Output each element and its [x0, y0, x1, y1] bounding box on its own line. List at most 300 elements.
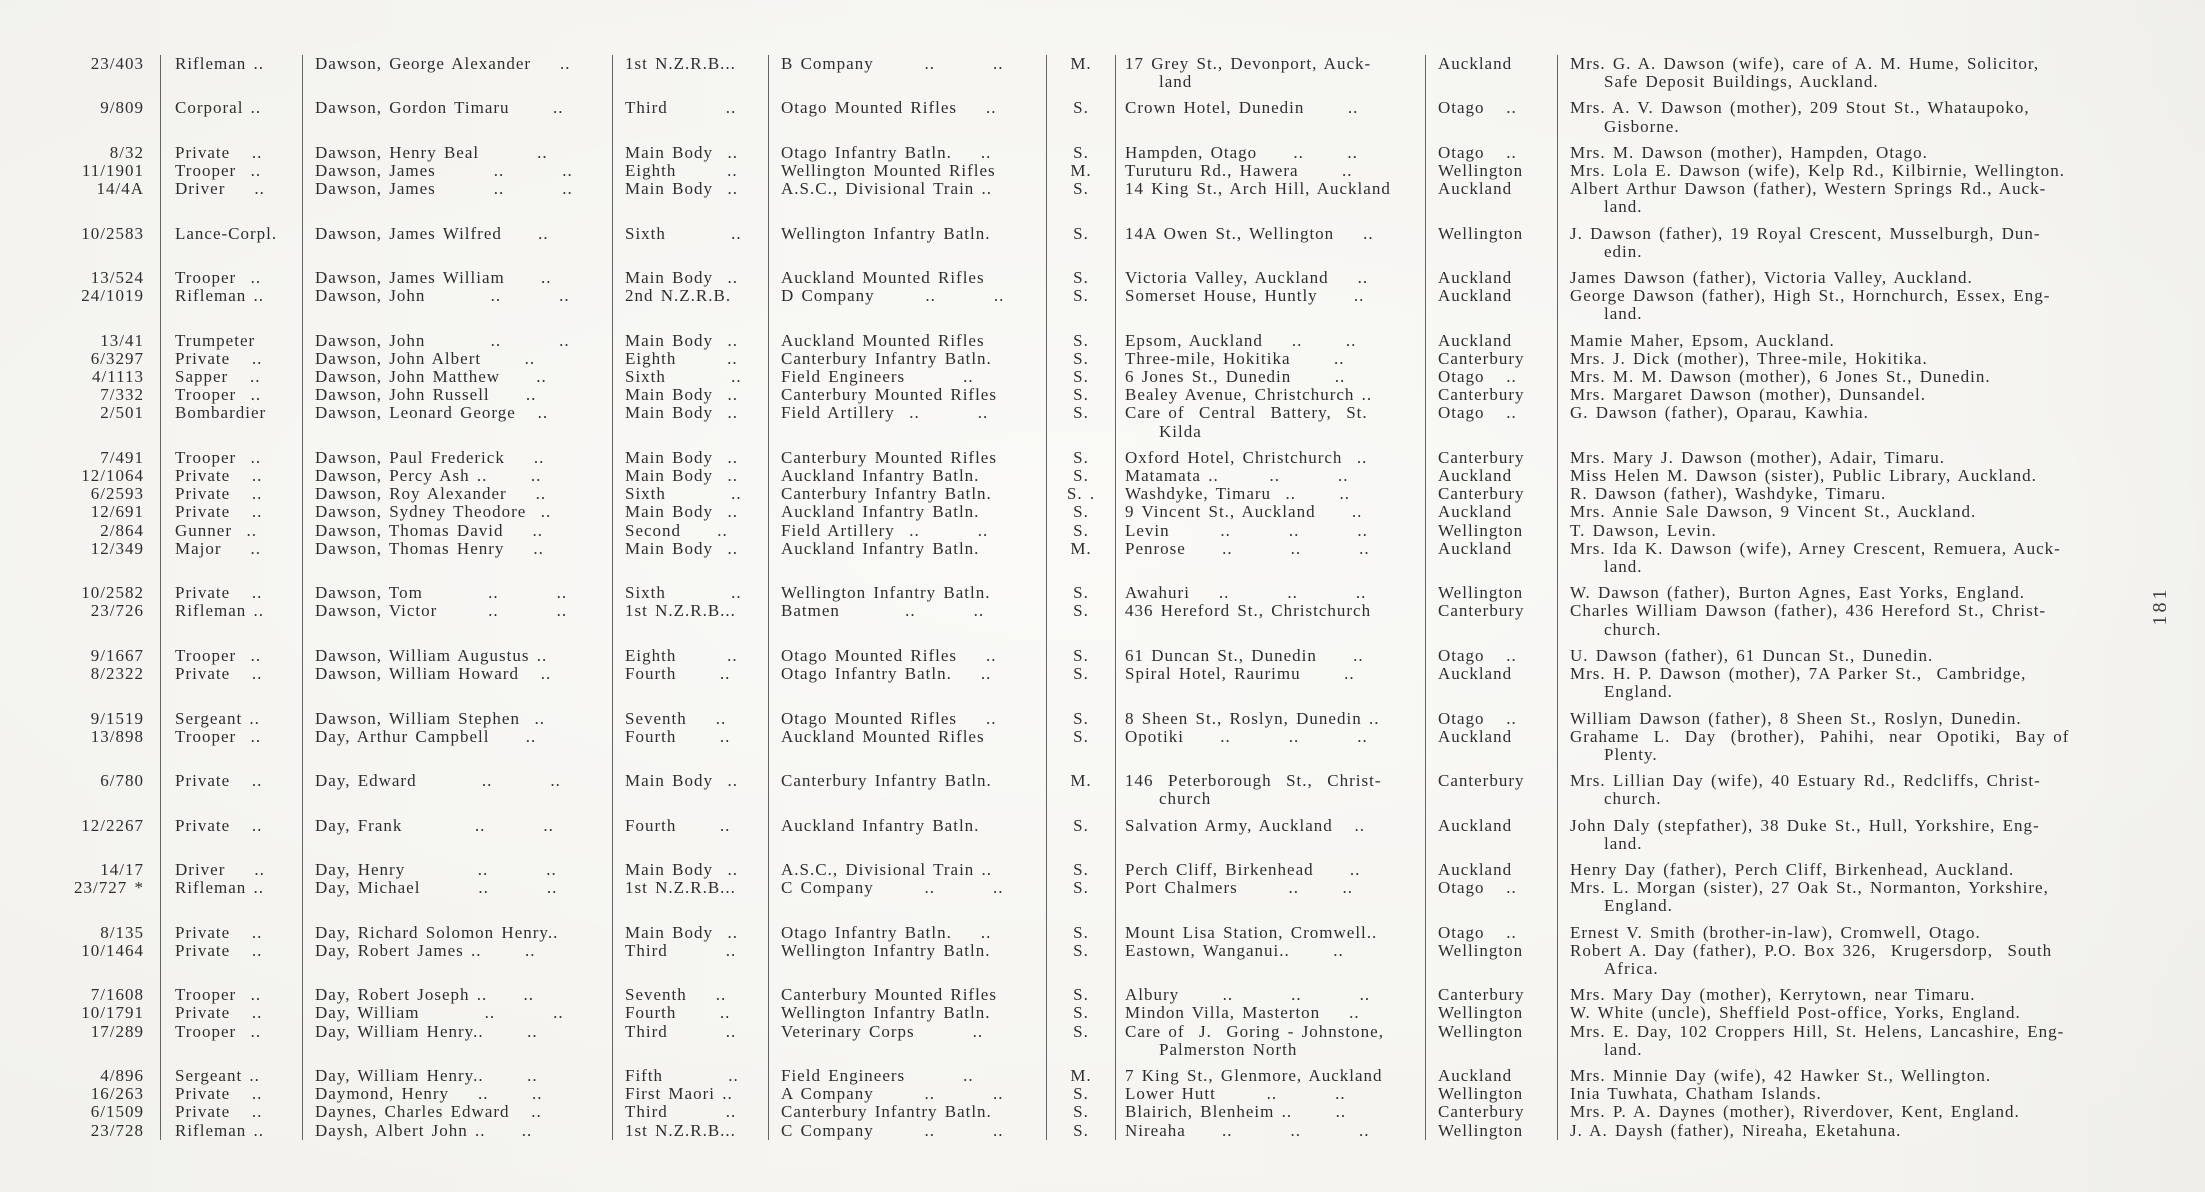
cell-body-row35: [612, 1059, 768, 1085]
cell-nok-row35: [1557, 1059, 2140, 1085]
cell-address-row1: [1115, 55, 1425, 91]
cell-name-row2: [302, 91, 612, 135]
cell-address-row19: [1115, 540, 1425, 576]
cell-nok-row24: [1557, 702, 2140, 728]
cell-address-row6: [1115, 217, 1425, 261]
rank-line: Private ..: [175, 502, 263, 522]
number-line: 8/135: [100, 922, 144, 942]
rank-line: Trumpeter: [175, 330, 256, 350]
cell-address-row8: [1115, 287, 1425, 323]
cell-rank-row12: [160, 386, 302, 404]
district-line: Canterbury: [1438, 484, 1525, 504]
body-line: 1st N.Z.R.B...: [625, 54, 736, 73]
cell-unit-row13: [768, 404, 1046, 440]
cell-body-row34: [612, 1023, 768, 1059]
cell-rank-row9: [160, 324, 302, 350]
cell-address-row28: [1115, 853, 1425, 879]
cell-number-row36: [40, 1085, 160, 1103]
address-line: Penrose .. .. ..: [1125, 538, 1370, 558]
cell-unit-row9: [768, 324, 1046, 350]
nok-line: George Dawson (father), High St., Hornchurch, Essex, Eng-: [1570, 286, 2051, 306]
rank-line: Trooper ..: [175, 985, 262, 1005]
unit-line: Otago Infantry Batln. ..: [781, 922, 992, 942]
nok-line: Robert A. Day (father), P.O. Box 326, Krugersdorp, South: [1570, 940, 2053, 960]
rank-line: Corporal ..: [175, 98, 262, 118]
cell-address-row15: [1115, 467, 1425, 485]
nok-line: Mrs. Minnie Day (wife), 42 Hawker St., Wellington.: [1570, 1065, 1992, 1085]
number-line: 23/726: [90, 601, 144, 621]
cell-status-row24: [1046, 702, 1115, 728]
cell-unit-row10: [768, 350, 1046, 368]
cell-number-row34: [40, 1023, 160, 1059]
cell-number-row29: [40, 879, 160, 915]
rank-line: Sergeant ..: [175, 1065, 260, 1085]
cell-status-row12: [1046, 386, 1115, 404]
cell-name-row4: [302, 162, 612, 180]
cell-name-row5: [302, 180, 612, 216]
number-line: 12/349: [90, 538, 144, 558]
cell-unit-row22: [768, 639, 1046, 665]
district-line: Canterbury: [1438, 348, 1525, 368]
cell-district-row25: [1425, 728, 1557, 764]
cell-unit-row11: [768, 368, 1046, 386]
cell-status-row15: [1046, 467, 1115, 485]
nok-line: W. Dawson (father), Burton Agnes, East Yorks, England.: [1570, 583, 2026, 603]
nok-line: Grahame L. Day (brother), Pahihi, near Opotiki, Bay of: [1570, 726, 2070, 746]
unit-line: A.S.C., Divisional Train ..: [781, 859, 993, 879]
cell-rank-row24: [160, 702, 302, 728]
cell-name-row29: [302, 879, 612, 915]
cell-status-row36: [1046, 1085, 1115, 1103]
district-line: Wellington: [1438, 1021, 1524, 1041]
name-line: Day, Henry .. ..: [315, 859, 557, 879]
address-line: Care of Central Battery, St.: [1125, 403, 1368, 423]
district-line: Auckland: [1438, 859, 1513, 879]
district-line: Auckland: [1438, 664, 1513, 684]
cell-address-row11: [1115, 368, 1425, 386]
cell-unit-row25: [768, 728, 1046, 764]
cell-district-row22: [1425, 639, 1557, 665]
rank-line: Private ..: [175, 922, 263, 942]
cell-unit-row19: [768, 540, 1046, 576]
cell-nok-row26: [1557, 764, 2140, 808]
address-line: 8 Sheen St., Roslyn, Dunedin ..: [1125, 708, 1380, 728]
nok-line: Mrs. A. V. Dawson (mother), 209 Stout St., Whataupoko,: [1570, 98, 2030, 118]
status-line: S.: [1073, 268, 1089, 288]
unit-line: Field Artillery .. ..: [781, 520, 989, 540]
nok-line: Gisborne.: [1604, 116, 1680, 136]
cell-district-row26: [1425, 764, 1557, 808]
cell-district-row4: [1425, 162, 1557, 180]
body-line: Fourth ..: [625, 726, 731, 746]
cell-name-row17: [302, 503, 612, 521]
body-line: Main Body ..: [625, 538, 738, 558]
address-line: 6 Jones St., Dunedin ..: [1125, 367, 1346, 387]
district-line: Canterbury: [1438, 385, 1525, 405]
cell-number-row27: [40, 809, 160, 853]
cell-status-row25: [1046, 728, 1115, 764]
cell-status-row1: [1046, 55, 1115, 91]
cell-status-row13: [1046, 404, 1115, 440]
status-line: S.: [1073, 98, 1089, 118]
nok-line: land.: [1604, 304, 1643, 324]
cell-address-row2: [1115, 91, 1425, 135]
cell-address-row24: [1115, 702, 1425, 728]
unit-line: Auckland Mounted Rifles: [781, 268, 985, 288]
address-line: Nireaha .. .. ..: [1125, 1120, 1370, 1140]
unit-line: Wellington Infantry Batln.: [781, 223, 991, 243]
cell-unit-row36: [768, 1085, 1046, 1103]
cell-rank-row29: [160, 879, 302, 915]
body-line: Sixth ..: [625, 367, 742, 387]
unit-line: Auckland Infantry Batln.: [781, 538, 980, 558]
cell-name-row24: [302, 702, 612, 728]
body-line: First Maori ..: [625, 1084, 733, 1104]
number-line: 2/501: [100, 403, 144, 423]
status-line: S.: [1073, 348, 1089, 368]
address-line: 436 Hereford St., Christchurch: [1125, 601, 1372, 621]
cell-body-row38: [612, 1122, 768, 1140]
cell-rank-row10: [160, 350, 302, 368]
cell-unit-row17: [768, 503, 1046, 521]
number-line: 23/728: [90, 1120, 144, 1140]
unit-line: Auckland Infantry Batln.: [781, 466, 980, 486]
rank-line: Private ..: [175, 466, 263, 486]
cell-nok-row5: [1557, 180, 2140, 216]
status-line: S.: [1073, 142, 1089, 162]
name-line: Dawson, Thomas David ..: [315, 520, 543, 540]
status-line: S.: [1073, 520, 1089, 540]
cell-number-row14: [40, 441, 160, 467]
rank-line: Trooper ..: [175, 385, 262, 405]
cell-district-row13: [1425, 404, 1557, 440]
cell-rank-row26: [160, 764, 302, 808]
district-line: Wellington: [1438, 520, 1524, 540]
status-line: S.: [1073, 1021, 1089, 1041]
cell-address-row25: [1115, 728, 1425, 764]
cell-unit-row12: [768, 386, 1046, 404]
cell-nok-row4: [1557, 162, 2140, 180]
cell-status-row6: [1046, 217, 1115, 261]
cell-number-row30: [40, 916, 160, 942]
cell-rank-row35: [160, 1059, 302, 1085]
cell-rank-row16: [160, 485, 302, 503]
nok-line: Mrs. L. Morgan (sister), 27 Oak St., Normanton, Yorkshire,: [1570, 878, 2049, 898]
cell-name-row7: [302, 261, 612, 287]
cell-status-row26: [1046, 764, 1115, 808]
rank-line: Trooper ..: [175, 1021, 262, 1041]
name-line: Dawson, Victor .. ..: [315, 601, 568, 621]
rank-line: Private ..: [175, 583, 263, 603]
name-line: Day, Michael .. ..: [315, 878, 558, 898]
district-line: Otago ..: [1438, 878, 1517, 898]
name-line: Dawson, William Howard ..: [315, 664, 552, 684]
cell-district-row9: [1425, 324, 1557, 350]
cell-nok-row11: [1557, 368, 2140, 386]
cell-body-row15: [612, 467, 768, 485]
cell-unit-row28: [768, 853, 1046, 879]
number-line: 23/403: [90, 54, 144, 73]
rank-line: Trooper ..: [175, 268, 262, 288]
cell-unit-row38: [768, 1122, 1046, 1140]
cell-name-row9: [302, 324, 612, 350]
name-line: Dawson, Gordon Timaru ..: [315, 98, 564, 118]
cell-nok-row12: [1557, 386, 2140, 404]
name-line: Day, Frank .. ..: [315, 815, 554, 835]
cell-name-row22: [302, 639, 612, 665]
cell-name-row11: [302, 368, 612, 386]
district-line: Otago ..: [1438, 367, 1517, 387]
cell-number-row1: [40, 55, 160, 91]
page-number: 181: [2148, 586, 2171, 626]
status-line: S.: [1073, 664, 1089, 684]
cell-status-row3: [1046, 136, 1115, 162]
district-line: Wellington: [1438, 223, 1524, 243]
nok-line: U. Dawson (father), 61 Duncan St., Dunedin.: [1570, 645, 1934, 665]
district-line: Otago ..: [1438, 645, 1517, 665]
district-line: Canterbury: [1438, 601, 1525, 621]
status-line: M.: [1070, 538, 1092, 558]
cell-rank-row21: [160, 602, 302, 638]
unit-line: B Company .. ..: [781, 54, 1004, 73]
nok-line: Mrs. P. A. Daynes (mother), Riverdover, Kent, England.: [1570, 1102, 2020, 1122]
nok-line: Mrs. Mary Day (mother), Kerrytown, near Timaru.: [1570, 985, 1976, 1005]
cell-number-row16: [40, 485, 160, 503]
unit-line: Auckland Infantry Batln.: [781, 815, 980, 835]
body-line: 1st N.Z.R.B...: [625, 878, 736, 898]
unit-line: Otago Mounted Rifles ..: [781, 645, 997, 665]
district-line: Auckland: [1438, 502, 1513, 522]
cell-status-row7: [1046, 261, 1115, 287]
address-line: Perch Cliff, Birkenhead ..: [1125, 859, 1361, 879]
cell-body-row25: [612, 728, 768, 764]
cell-number-row38: [40, 1122, 160, 1140]
cell-nok-row27: [1557, 809, 2140, 853]
cell-status-row22: [1046, 639, 1115, 665]
status-line: S.: [1073, 1003, 1089, 1023]
nok-line: Plenty.: [1604, 744, 1658, 764]
number-line: 12/1064: [81, 466, 144, 486]
nok-line: Mrs. Annie Sale Dawson, 9 Vincent St., Auckland.: [1570, 502, 1977, 522]
cell-nok-row8: [1557, 287, 2140, 323]
cell-district-row6: [1425, 217, 1557, 261]
number-line: 10/2583: [81, 223, 144, 243]
status-line: S.: [1073, 447, 1089, 467]
cell-nok-row38: [1557, 1122, 2140, 1140]
nok-line: England.: [1604, 682, 1673, 702]
number-line: 11/1901: [81, 161, 144, 181]
cell-district-row1: [1425, 55, 1557, 91]
address-line: land: [1159, 72, 1193, 92]
address-line: church: [1159, 789, 1212, 809]
cell-address-row38: [1115, 1122, 1425, 1140]
name-line: Dawson, George Alexander ..: [315, 54, 571, 73]
name-line: Daynes, Charles Edward ..: [315, 1102, 542, 1122]
cell-nok-row25: [1557, 728, 2140, 764]
name-line: Dawson, John .. ..: [315, 286, 570, 306]
unit-line: Otago Mounted Rifles ..: [781, 708, 997, 728]
rank-line: Trooper ..: [175, 645, 262, 665]
cell-status-row14: [1046, 441, 1115, 467]
body-line: Main Body ..: [625, 403, 738, 423]
address-line: 14 King St., Arch Hill, Auckland: [1125, 179, 1391, 199]
cell-rank-row17: [160, 503, 302, 521]
cell-number-row28: [40, 853, 160, 879]
cell-district-row20: [1425, 576, 1557, 602]
body-line: Main Body ..: [625, 179, 738, 199]
nok-line: Mrs. J. Dick (mother), Three-mile, Hokitika.: [1570, 348, 1928, 368]
address-line: 14A Owen St., Wellington ..: [1125, 223, 1374, 243]
cell-nok-row33: [1557, 1004, 2140, 1022]
rank-line: Private ..: [175, 348, 263, 368]
status-line: S.: [1073, 878, 1089, 898]
address-line: 17 Grey St., Devonport, Auck-: [1125, 54, 1372, 73]
cell-address-row21: [1115, 602, 1425, 638]
address-line: Mount Lisa Station, Cromwell..: [1125, 922, 1378, 942]
body-line: Main Body ..: [625, 268, 738, 288]
cell-address-row10: [1115, 350, 1425, 368]
cell-status-row18: [1046, 522, 1115, 540]
cell-unit-row23: [768, 665, 1046, 701]
cell-nok-row16: [1557, 485, 2140, 503]
cell-unit-row7: [768, 261, 1046, 287]
cell-district-row28: [1425, 853, 1557, 879]
body-line: Main Body ..: [625, 466, 738, 486]
cell-name-row10: [302, 350, 612, 368]
cell-rank-row2: [160, 91, 302, 135]
unit-line: Field Engineers ..: [781, 1065, 974, 1085]
cell-body-row10: [612, 350, 768, 368]
cell-rank-row33: [160, 1004, 302, 1022]
cell-rank-row3: [160, 136, 302, 162]
cell-name-row8: [302, 287, 612, 323]
name-line: Dawson, William Stephen ..: [315, 708, 545, 728]
name-line: Day, William Henry.. ..: [315, 1065, 538, 1085]
cell-rank-row27: [160, 809, 302, 853]
number-line: 7/332: [100, 385, 144, 405]
number-line: 10/1464: [81, 940, 144, 960]
name-line: Dawson, Tom .. ..: [315, 583, 568, 603]
cell-status-row4: [1046, 162, 1115, 180]
rank-line: Rifleman ..: [175, 601, 265, 621]
cell-address-row22: [1115, 639, 1425, 665]
address-line: Opotiki .. .. ..: [1125, 726, 1368, 746]
cell-address-row37: [1115, 1103, 1425, 1121]
nok-line: Mrs. E. Day, 102 Croppers Hill, St. Helens, Lancashire, Eng-: [1570, 1021, 2065, 1041]
rank-line: Driver ..: [175, 859, 265, 879]
district-line: Canterbury: [1438, 1102, 1525, 1122]
cell-nok-row10: [1557, 350, 2140, 368]
address-line: Matamata .. .. ..: [1125, 466, 1349, 486]
status-line: S.: [1073, 708, 1089, 728]
name-line: Dawson, William Augustus ..: [315, 645, 548, 665]
cell-number-row2: [40, 91, 160, 135]
cell-body-row14: [612, 441, 768, 467]
status-line: S.: [1073, 330, 1089, 350]
name-line: Day, William Henry.. ..: [315, 1021, 538, 1041]
cell-rank-row20: [160, 576, 302, 602]
cell-nok-row14: [1557, 441, 2140, 467]
cell-unit-row18: [768, 522, 1046, 540]
number-line: 13/41: [100, 330, 144, 350]
cell-body-row32: [612, 978, 768, 1004]
cell-unit-row3: [768, 136, 1046, 162]
address-line: Epsom, Auckland .. ..: [1125, 330, 1357, 350]
unit-line: Auckland Mounted Rifles: [781, 726, 985, 746]
cell-rank-row4: [160, 162, 302, 180]
body-line: Eighth ..: [625, 161, 738, 181]
unit-line: Field Engineers ..: [781, 367, 974, 387]
nok-line: Albert Arthur Dawson (father), Western Springs Rd., Auck-: [1570, 179, 2047, 199]
cell-nok-row19: [1557, 540, 2140, 576]
unit-line: Canterbury Infantry Batln.: [781, 484, 992, 504]
cell-number-row32: [40, 978, 160, 1004]
cell-unit-row33: [768, 1004, 1046, 1022]
cell-number-row11: [40, 368, 160, 386]
body-line: Main Body ..: [625, 502, 738, 522]
address-line: 61 Duncan St., Dunedin ..: [1125, 645, 1364, 665]
number-line: 6/780: [100, 771, 144, 791]
cell-unit-row31: [768, 942, 1046, 978]
district-line: Wellington: [1438, 583, 1524, 603]
body-line: Seventh ..: [625, 708, 727, 728]
rank-line: Rifleman ..: [175, 1120, 265, 1140]
unit-line: Otago Infantry Batln. ..: [781, 142, 992, 162]
rank-line: Trooper ..: [175, 447, 262, 467]
nok-line: land.: [1604, 197, 1643, 217]
status-line: S.: [1073, 815, 1089, 835]
nok-line: J. Dawson (father), 19 Royal Crescent, Musselburgh, Dun-: [1570, 223, 2041, 243]
rank-line: Rifleman ..: [175, 286, 265, 306]
rank-line: Private ..: [175, 142, 263, 162]
status-line: S.: [1073, 940, 1089, 960]
status-line: S.: [1073, 502, 1089, 522]
name-line: Dawson, Sydney Theodore ..: [315, 502, 552, 522]
unit-line: Wellington Mounted Rifles: [781, 161, 996, 181]
cell-nok-row13: [1557, 404, 2140, 440]
unit-line: Canterbury Mounted Rifles: [781, 385, 997, 405]
address-line: Turuturu Rd., Hawera ..: [1125, 161, 1353, 181]
name-line: Day, Arthur Campbell ..: [315, 726, 537, 746]
district-line: Auckland: [1438, 268, 1513, 288]
status-line: S. .: [1066, 484, 1096, 504]
district-line: Auckland: [1438, 538, 1513, 558]
rank-line: Bombardier: [175, 403, 267, 423]
cell-body-row29: [612, 879, 768, 915]
district-line: Auckland: [1438, 815, 1513, 835]
cell-nok-row22: [1557, 639, 2140, 665]
status-line: S.: [1073, 286, 1089, 306]
cell-district-row17: [1425, 503, 1557, 521]
cell-name-row23: [302, 665, 612, 701]
cell-rank-row11: [160, 368, 302, 386]
cell-number-row7: [40, 261, 160, 287]
nok-line: Mrs. G. A. Dawson (wife), care of A. M. Hume, Solicitor,: [1570, 54, 2040, 73]
body-line: Main Body ..: [625, 330, 738, 350]
number-line: 10/1791: [81, 1003, 144, 1023]
cell-number-row35: [40, 1059, 160, 1085]
nok-line: Miss Helen M. Dawson (sister), Public Library, Auckland.: [1570, 466, 2037, 486]
cell-unit-row20: [768, 576, 1046, 602]
cell-status-row38: [1046, 1122, 1115, 1140]
status-line: S.: [1073, 583, 1089, 603]
rank-line: Rifleman ..: [175, 878, 265, 898]
unit-line: Otago Mounted Rifles ..: [781, 98, 997, 118]
address-line: Victoria Valley, Auckland ..: [1125, 268, 1369, 288]
cell-unit-row37: [768, 1103, 1046, 1121]
cell-unit-row2: [768, 91, 1046, 135]
cell-district-row29: [1425, 879, 1557, 915]
